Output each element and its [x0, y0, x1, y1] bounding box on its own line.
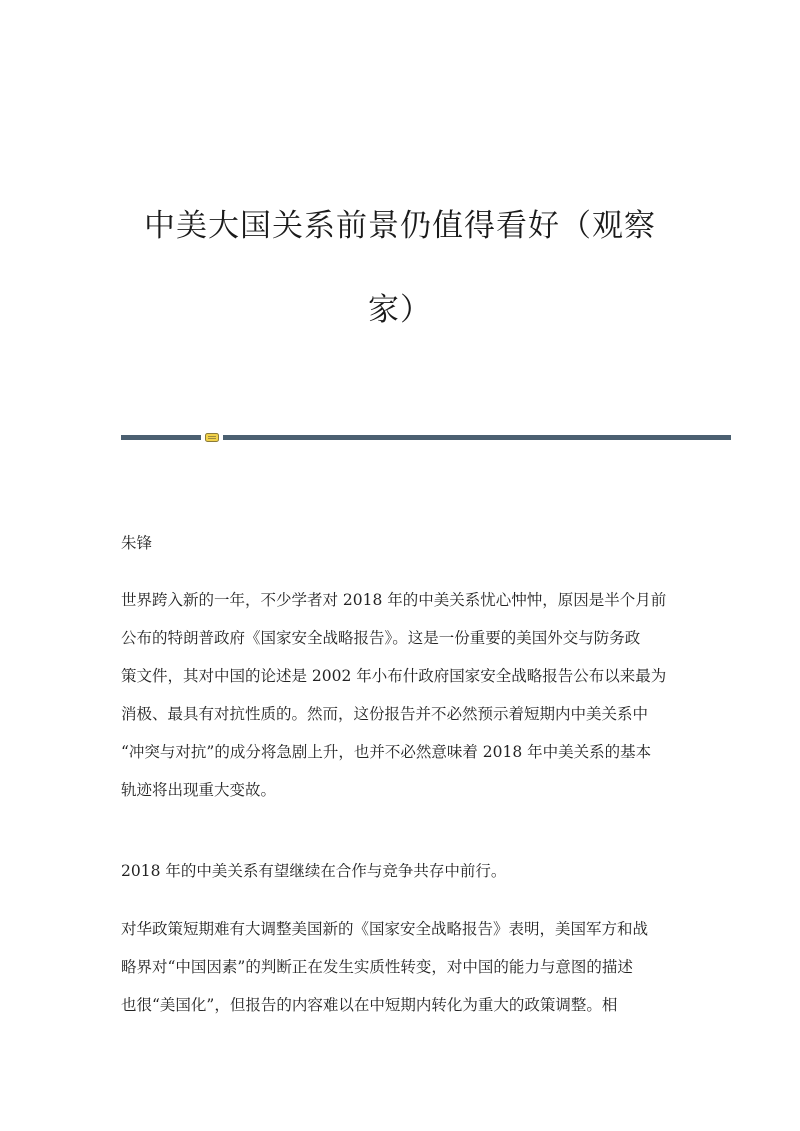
paragraph-line: 对华政策短期难有大调整美国新的《国家安全战略报告》表明，美国军方和战	[121, 920, 649, 938]
paragraph-line: 世界跨入新的一年，不少学者对 2018 年的中美关系忧心忡忡，原因是半个月前	[121, 591, 667, 609]
paragraph-line: 策文件，其对中国的论述是 2002 年小布什政府国家安全战略报告公布以来最为	[121, 667, 667, 685]
paragraph-line: 轨迹将出现重大变故。	[121, 781, 277, 799]
paragraph-1	[121, 581, 681, 809]
divider-bar-left	[121, 435, 201, 440]
paragraph-line: 也很“美国化”，但报告的内容难以在中短期内转化为重大的政策调整。相	[121, 996, 618, 1014]
title-divider	[121, 433, 731, 441]
paragraph-line: 2018 年的中美关系有望继续在合作与竞争共存中前行。	[121, 862, 507, 880]
paragraph-line: 消极、最具有对抗性质的。然而，这份报告并不必然预示着短期内中美关系中	[121, 705, 649, 723]
paragraph-line: 略界对“中国因素”的判断正在发生实质性转变，对中国的能力与意图的描述	[121, 958, 633, 976]
paragraph-2	[121, 852, 681, 890]
document-title-line-1: 中美大国关系前景仍值得看好（观察	[144, 208, 656, 244]
book-ornament-icon	[205, 433, 219, 442]
paragraph-3	[121, 910, 681, 1024]
author-name: 朱锋	[121, 534, 153, 552]
paragraph-line: 公布的特朗普政府《国家安全战略报告》。这是一份重要的美国外交与防务政	[121, 629, 641, 647]
divider-bar-right	[223, 435, 731, 440]
paragraph-line: “冲突与对抗”的成分将急剧上升，也并不必然意味着 2018 年中美关系的基本	[121, 743, 652, 761]
document-title-line-2: 家）	[368, 292, 432, 328]
